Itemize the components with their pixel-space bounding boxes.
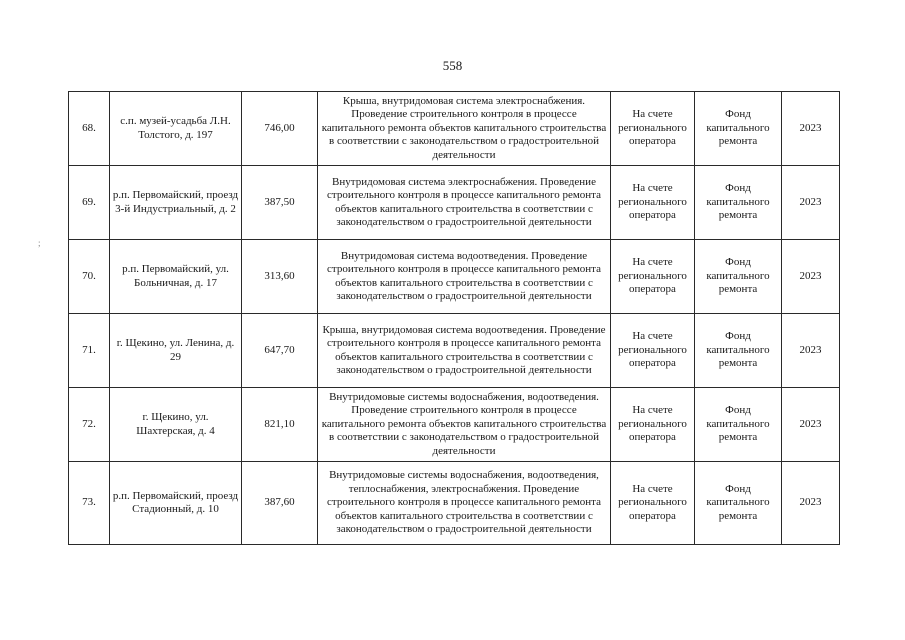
table-row bbox=[69, 314, 840, 388]
table-row bbox=[69, 240, 840, 314]
row-area: 746,00 bbox=[242, 92, 318, 166]
row-description: Внутридомовая система электроснабжения. Проведение строительного контроля в процессе капитального ремонта объектов капитального строительства в соответствии с законодательством о градостроительной деятельности bbox=[318, 166, 611, 240]
row-number: 72. bbox=[69, 388, 110, 462]
row-number: 71. bbox=[69, 314, 110, 388]
row-address: р.п. Первомайский, проезд 3-й Индустриальный, д. 2 bbox=[110, 166, 242, 240]
row-year: 2023 bbox=[782, 240, 840, 314]
row-number: 69. bbox=[69, 166, 110, 240]
table-row bbox=[69, 462, 840, 545]
row-area: 313,60 bbox=[242, 240, 318, 314]
row-method: Фонд капитального ремонта bbox=[695, 462, 782, 545]
row-address: г. Щекино, ул. Шахтерская, д. 4 bbox=[110, 388, 242, 462]
row-area: 821,10 bbox=[242, 388, 318, 462]
row-year: 2023 bbox=[782, 462, 840, 545]
row-account: На счете регионального оператора bbox=[611, 314, 695, 388]
table-row bbox=[69, 388, 840, 462]
row-address: г. Щекино, ул. Ленина, д. 29 bbox=[110, 314, 242, 388]
row-number: 68. bbox=[69, 92, 110, 166]
row-account: На счете регионального оператора bbox=[611, 388, 695, 462]
row-address: р.п. Первомайский, ул. Больничная, д. 17 bbox=[110, 240, 242, 314]
row-area: 387,60 bbox=[242, 462, 318, 545]
row-method: Фонд капитального ремонта bbox=[695, 314, 782, 388]
row-number: 73. bbox=[69, 462, 110, 545]
row-address: с.п. музей-усадьба Л.Н. Толстого, д. 197 bbox=[110, 92, 242, 166]
row-year: 2023 bbox=[782, 388, 840, 462]
table-row bbox=[69, 92, 840, 166]
row-method: Фонд капитального ремонта bbox=[695, 166, 782, 240]
row-account: На счете регионального оператора bbox=[611, 240, 695, 314]
row-year: 2023 bbox=[782, 314, 840, 388]
row-account: На счете регионального оператора bbox=[611, 462, 695, 545]
row-account: На счете регионального оператора bbox=[611, 166, 695, 240]
row-address: р.п. Первомайский, проезд Стадионный, д. 10 bbox=[110, 462, 242, 545]
row-method: Фонд капитального ремонта bbox=[695, 388, 782, 462]
row-description: Крыша, внутридомовая система электроснабжения. Проведение строительного контроля в процессе капитального ремонта объектов капитального строительства в соответствии с законодательством о градостроительной деятельности bbox=[318, 92, 611, 166]
row-method: Фонд капитального ремонта bbox=[695, 240, 782, 314]
row-account: На счете регионального оператора bbox=[611, 92, 695, 166]
row-year: 2023 bbox=[782, 92, 840, 166]
row-area: 387,50 bbox=[242, 166, 318, 240]
row-description: Внутридомовые системы водоснабжения, водоотведения. Проведение строительного контроля в процессе капитального ремонта объектов капитального строительства в соответствии с законодательством о градостроительной деятельности bbox=[318, 388, 611, 462]
margin-mark: ; bbox=[38, 238, 41, 248]
row-area: 647,70 bbox=[242, 314, 318, 388]
row-number: 70. bbox=[69, 240, 110, 314]
row-year: 2023 bbox=[782, 166, 840, 240]
row-description: Крыша, внутридомовая система водоотведения. Проведение строительного контроля в процессе капитального ремонта объектов капитального строительства в соответствии с законодательством о градостроительной деятельности bbox=[318, 314, 611, 388]
row-description: Внутридомовая система водоотведения. Проведение строительного контроля в процессе капитального ремонта объектов капитального строительства в соответствии с законодательством о градостроительной деятельности bbox=[318, 240, 611, 314]
works-table bbox=[68, 91, 840, 545]
row-description: Внутридомовые системы водоснабжения, водоотведения, теплоснабжения, электроснабжения. Проведение строительного контроля в процессе капитального ремонта объектов капитального строительства в соответствии с законодательством о градостроительной деятельности bbox=[318, 462, 611, 545]
row-method: Фонд капитального ремонта bbox=[695, 92, 782, 166]
page-number: 558 bbox=[442, 58, 463, 73]
table-row bbox=[69, 166, 840, 240]
